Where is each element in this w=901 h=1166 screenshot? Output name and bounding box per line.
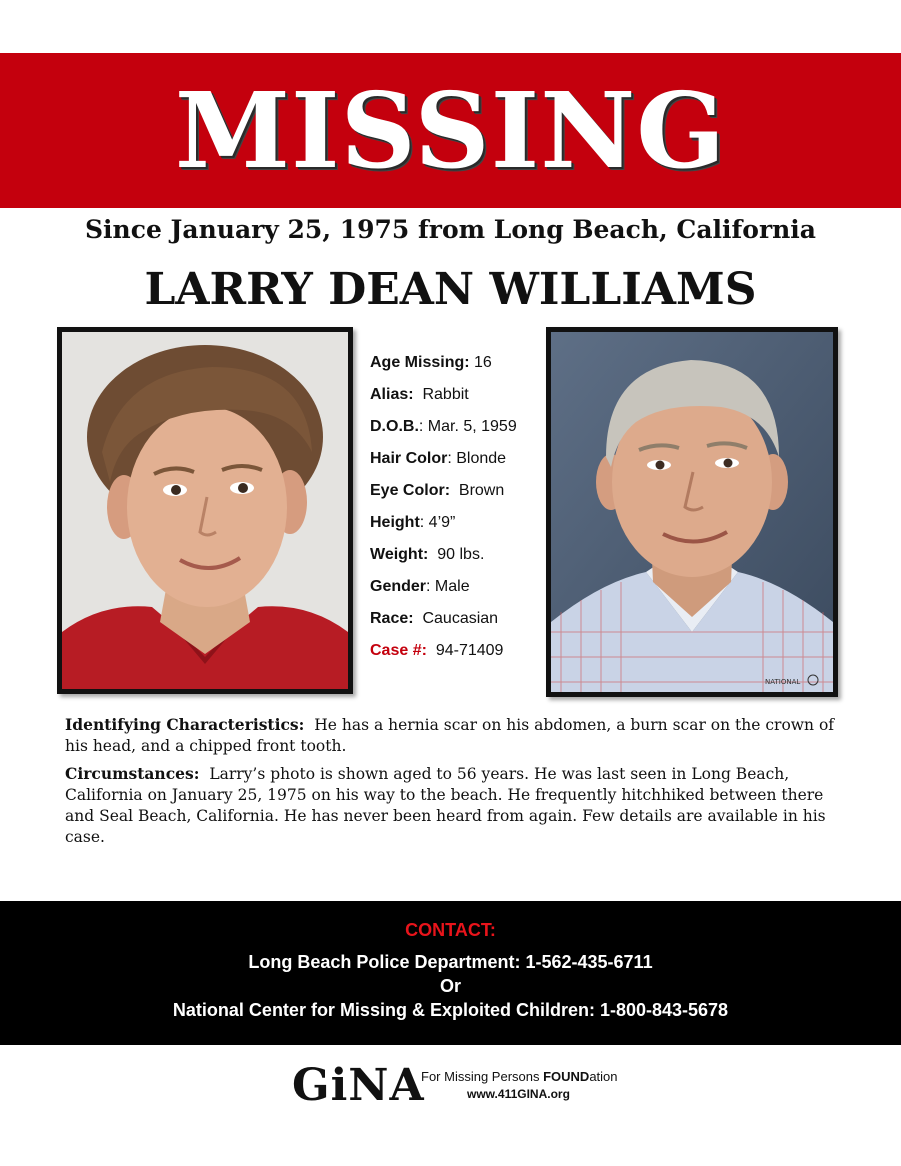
identifying-characteristics: [65, 714, 840, 757]
watermark-text: NATIONAL: [765, 678, 801, 686]
gina-tagline: [421, 1068, 618, 1085]
detail-value: : Mar. 5, 1959: [418, 418, 517, 435]
contact-or-line: Or: [439, 976, 461, 996]
tagline-post: ation: [589, 1069, 618, 1084]
missing-title: MISSING: [174, 69, 727, 192]
detail-label: Weight:: [370, 546, 429, 563]
tagline-pre: For Missing Persons: [421, 1069, 544, 1084]
detail-label: Eye Color:: [370, 482, 451, 499]
detail-label: Case #:: [370, 642, 427, 659]
detail-case-number: [370, 635, 545, 667]
tagline-bold: FOUND: [543, 1069, 590, 1084]
detail-label: Hair Color: [370, 450, 448, 467]
contact-section: [0, 901, 901, 1045]
gina-website[interactable]: www.411GINA.org: [467, 1087, 570, 1101]
detail-dob: [370, 411, 545, 443]
detail-value: Caucasian: [422, 610, 499, 627]
age-progressed-photo: [546, 327, 838, 697]
detail-value: 90 lbs.: [437, 546, 485, 563]
detail-value: : Blonde: [447, 450, 507, 467]
adult-portrait-image: [551, 332, 833, 692]
identifying-title: Identifying Characteristics:: [65, 715, 305, 734]
identifying-text: He has a hernia scar on his abdomen, a burn scar on the crown of his head, and a chipped front tooth.: [65, 716, 835, 755]
details-list: [370, 347, 545, 667]
circumstances-title: Circumstances:: [65, 764, 200, 783]
circumstances: [65, 763, 840, 848]
detail-gender: [370, 571, 545, 603]
detail-weight: [370, 539, 545, 571]
detail-height: [370, 507, 545, 539]
contact-title: CONTACT:: [405, 920, 496, 940]
missing-since-line: Since January 25, 1975 from Long Beach, California: [85, 215, 816, 244]
detail-value: : Male: [426, 578, 470, 595]
detail-value: 16: [474, 354, 492, 371]
detail-label: Gender: [370, 578, 427, 595]
contact-police-line: Long Beach Police Department: 1-562-435-6711: [248, 952, 653, 972]
detail-value: Rabbit: [422, 386, 469, 403]
missing-banner: [0, 53, 901, 208]
child-portrait-image: [62, 332, 348, 689]
person-name: LARRY DEAN WILLIAMS: [144, 264, 757, 315]
contact-ncmec-line: National Center for Missing & Exploited Children: 1-800-843-5678: [172, 1000, 729, 1020]
gina-logo: GiNA: [292, 1060, 425, 1111]
detail-label: D.O.B.: [370, 418, 419, 435]
detail-hair-color: [370, 443, 545, 475]
detail-value: : 4’9”: [419, 514, 456, 531]
detail-value: Brown: [458, 482, 505, 499]
detail-label: Age Missing:: [370, 354, 470, 371]
detail-eye-color: [370, 475, 545, 507]
detail-value: 94-71409: [435, 642, 504, 659]
circumstances-text: Larry’s photo is shown aged to 56 years. He was last seen in Long Beach, California on January 25, 1975 on his way to the beach. He frequently hitchhiked between there and Seal Beach, California. He has never been heard from again. Few details are available in his case.: [65, 765, 826, 846]
detail-label: Height: [370, 514, 420, 531]
detail-race: [370, 603, 545, 635]
child-photo: [57, 327, 353, 694]
detail-alias: [370, 379, 545, 411]
detail-label: Race:: [370, 610, 414, 627]
detail-label: Alias:: [370, 386, 414, 403]
detail-age-missing: [370, 347, 545, 379]
